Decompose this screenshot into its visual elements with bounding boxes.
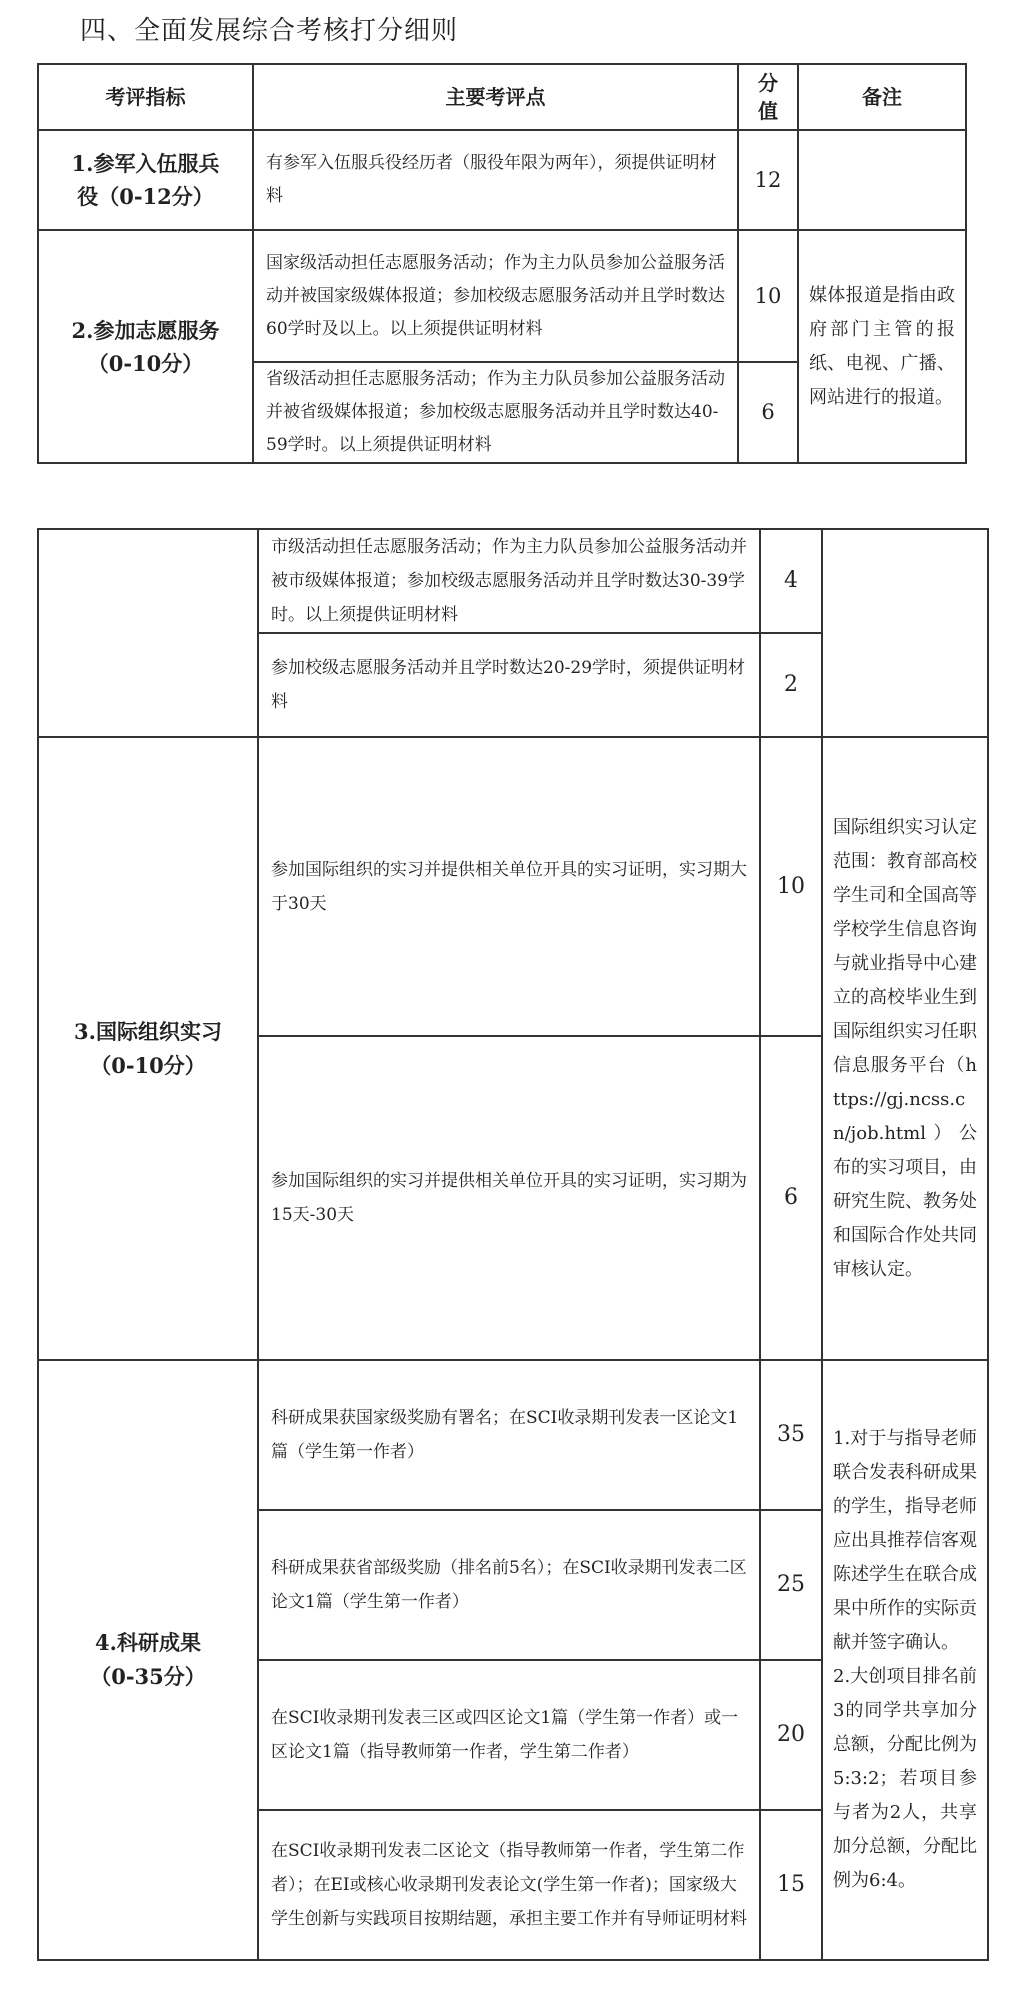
criteria-cell: 在SCI收录期刊发表二区论文（指导教师第一作者，学生第二作者）；在EI或核心收录期刊发表论文(学生第一作者)；国家级大学生创新与实践项目按期结题，承担主要工作并有导师证明材料 <box>258 1810 760 1960</box>
note-research-item-2: 2.大创项目排名前3的同学共享加分总额，分配比例为5:3:2；若项目参与者为2人，共享加分总额，分配比例为6:4。 <box>833 1666 977 1891</box>
indicator-continued-empty <box>38 529 258 737</box>
table-row <box>38 529 988 633</box>
table-row <box>38 130 966 230</box>
indicator-military-line2: 役（0-12分） <box>77 184 214 209</box>
score-cell: 35 <box>760 1360 822 1510</box>
scoring-table-part-2 <box>37 528 989 1961</box>
header-score-line1: 分 <box>758 71 778 95</box>
indicator-military-line1: 1.参军入伍服兵 <box>71 151 220 176</box>
note-continued-empty <box>822 529 988 737</box>
score-cell: 25 <box>760 1510 822 1660</box>
scoring-table-part-1 <box>37 63 967 464</box>
indicator-internship <box>38 737 258 1360</box>
score-cell: 20 <box>760 1660 822 1810</box>
indicator-volunteer <box>38 230 253 463</box>
note-volunteer: 媒体报道是指由政府部门主管的报纸、电视、广播、网站进行的报道。 <box>798 230 966 463</box>
indicator-volunteer-line1: 2.参加志愿服务 <box>71 317 220 343</box>
indicator-military <box>38 130 253 230</box>
score-cell: 10 <box>760 737 822 1036</box>
score-cell: 10 <box>738 230 798 362</box>
note-research <box>822 1360 988 1960</box>
table-row <box>38 230 966 362</box>
note-cell-empty <box>798 130 966 230</box>
criteria-cell: 参加校级志愿服务活动并且学时数达20-29学时，须提供证明材料 <box>258 633 760 737</box>
note-research-item-1: 1.对于与指导老师联合发表科研成果的学生，指导老师应出具推荐信客观陈述学生在联合成果中所作的实际贡献并签字确认。 <box>833 1428 977 1653</box>
indicator-volunteer-line2: （0-10分） <box>87 350 204 376</box>
criteria-cell: 市级活动担任志愿服务活动；作为主力队员参加公益服务活动并被市级媒体报道；参加校级志愿服务活动并且学时数达30-39学时。以上须提供证明材料 <box>258 529 760 633</box>
score-cell: 2 <box>760 633 822 737</box>
criteria-cell: 省级活动担任志愿服务活动；作为主力队员参加公益服务活动并被省级媒体报道；参加校级志愿服务活动并且学时数达40-59学时。以上须提供证明材料 <box>253 362 738 463</box>
indicator-research-line1: 4.科研成果 <box>95 1630 201 1655</box>
indicator-research <box>38 1360 258 1960</box>
criteria-cell: 科研成果获国家级奖励有署名；在SCI收录期刊发表一区论文1篇（学生第一作者） <box>258 1360 760 1510</box>
section-title: 四、全面发展综合考核打分细则 <box>80 16 459 46</box>
indicator-research-line2: （0-35分） <box>90 1664 206 1689</box>
criteria-cell: 科研成果获省部级奖励（排名前5名）；在SCI收录期刊发表二区论文1篇（学生第一作者） <box>258 1510 760 1660</box>
header-indicator: 考评指标 <box>38 64 253 130</box>
indicator-internship-line1: 3.国际组织实习 <box>74 1018 222 1044</box>
criteria-cell: 在SCI收录期刊发表三区或四区论文1篇（学生第一作者）或一区论文1篇（指导教师第一作者，学生第二作者） <box>258 1660 760 1810</box>
header-score <box>738 64 798 130</box>
table-row <box>38 737 988 1036</box>
criteria-cell: 有参军入伍服兵役经历者（服役年限为两年），须提供证明材料 <box>253 130 738 230</box>
score-cell: 15 <box>760 1810 822 1960</box>
criteria-cell: 国家级活动担任志愿服务活动；作为主力队员参加公益服务活动并被国家级媒体报道；参加校级志愿服务活动并且学时数达60学时及以上。以上须提供证明材料 <box>253 230 738 362</box>
header-note: 备注 <box>798 64 966 130</box>
score-cell: 6 <box>738 362 798 463</box>
score-cell: 12 <box>738 130 798 230</box>
header-score-line2: 值 <box>758 99 778 123</box>
criteria-cell: 参加国际组织的实习并提供相关单位开具的实习证明，实习期为15天-30天 <box>258 1036 760 1360</box>
table-header-row <box>38 64 966 130</box>
table-row <box>38 1360 988 1510</box>
note-internship: 国际组织实习认定范围：教育部高校学生司和全国高等学校学生信息咨询与就业指导中心建立的高校毕业生到国际组织实习任职信息服务平台（https://gj.ncss.cn/job.html）公布的实习项目，由研究生院、教务处和国际合作处共同审核认定。 <box>822 737 988 1360</box>
header-criteria: 主要考评点 <box>253 64 738 130</box>
score-cell: 4 <box>760 529 822 633</box>
score-cell: 6 <box>760 1036 822 1360</box>
criteria-cell: 参加国际组织的实习并提供相关单位开具的实习证明，实习期大于30天 <box>258 737 760 1036</box>
indicator-internship-line2: （0-10分） <box>90 1052 206 1078</box>
